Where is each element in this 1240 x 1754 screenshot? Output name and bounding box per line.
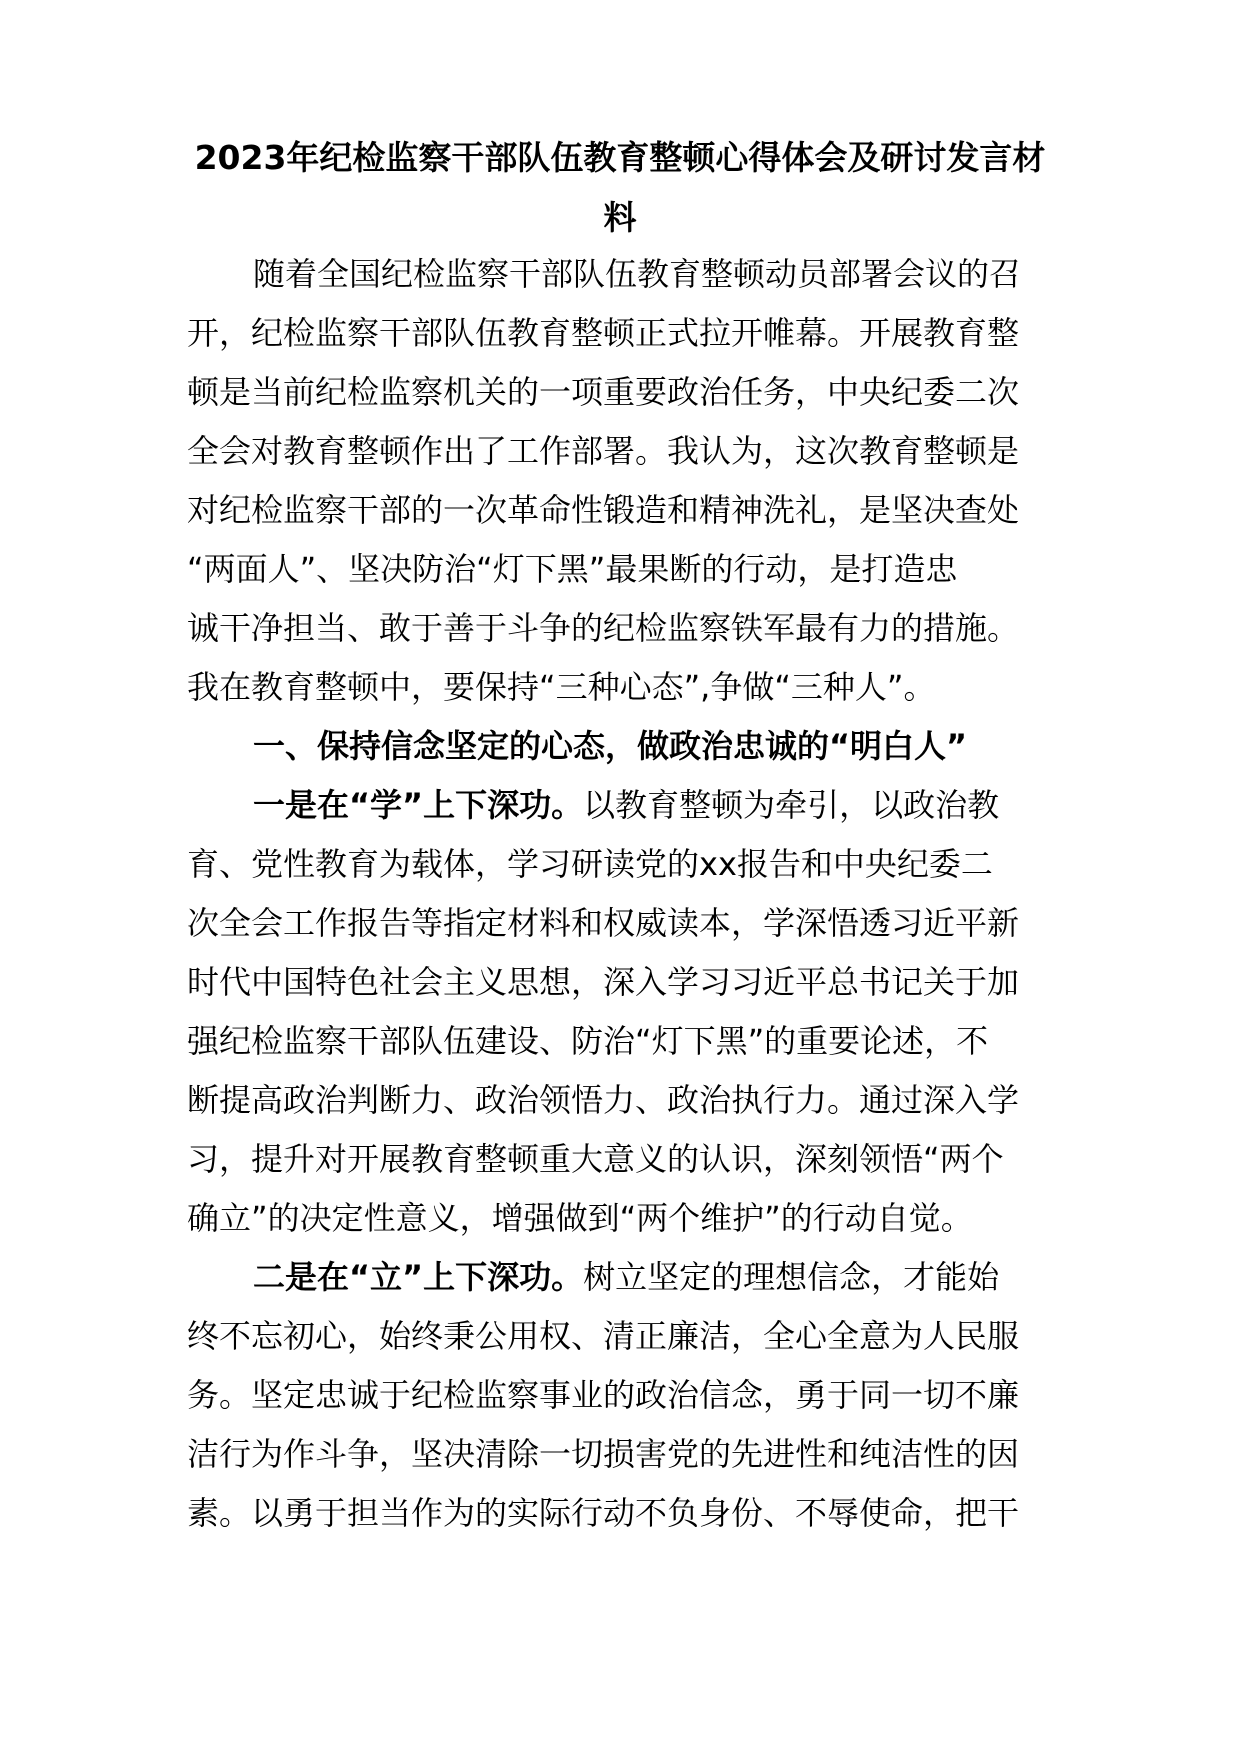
body-line: 育、党性教育为载体，学习研读党的xx报告和中央纪委二 [187,845,993,883]
body-line: 习，提升对开展教育整顿重大意义的认识，深刻领悟“两个 [187,1140,1004,1178]
intro-line: “两面人”、坚决防治“灯下黑”最果断的行动，是打造忠 [187,550,958,588]
point-lead: 一是在“学”上下深功。 [253,786,584,824]
document-title-line-2: 料 [603,198,637,237]
intro-line: 开，纪检监察干部队伍教育整顿正式拉开帷幕。开展教育整 [187,314,1020,352]
intro-line: 对纪检监察干部的一次革命性锻造和精神洗礼，是坚决查处 [187,491,1020,529]
body-line: 次全会工作报告等指定材料和权威读本，学深悟透习近平新 [187,904,1020,942]
body-line: 洁行为作斗争，坚决清除一切损害党的先进性和纯洁性的因 [187,1435,1020,1473]
intro-line: 全会对教育整顿作出了工作部署。我认为，这次教育整顿是 [187,432,1020,470]
body-line: 时代中国特色社会主义思想，深入学习习近平总书记关于加 [187,963,1020,1001]
body-line: 断提高政治判断力、政治领悟力、政治执行力。通过深入学 [187,1081,1020,1119]
point-lead: 二是在“立”上下深功。 [253,1258,584,1296]
body-line: 素。以勇于担当作为的实际行动不负身份、不辱使命，把干 [187,1494,1020,1532]
intro-line: 诚干净担当、敢于善于斗争的纪检监察铁军最有力的措施。 [187,609,1020,647]
intro-line: 顿是当前纪检监察机关的一项重要政治任务，中央纪委二次 [187,373,1020,411]
point-first-line [253,785,999,825]
point-text: 以教育整顿为牵引，以政治教 [583,786,1000,824]
body-line: 确立”的决定性意义，增强做到“两个维护”的行动自觉。 [187,1199,973,1237]
document-title-line-1: 2023年纪检监察干部队伍教育整顿心得体会及研讨发言材 [194,138,1046,177]
point-text: 树立坚定的理想信念，才能始 [583,1258,1000,1296]
section-heading: 一、保持信念坚定的心态，做政治忠诚的“明白人” [253,727,968,765]
intro-line: 随着全国纪检监察干部队伍教育整顿动员部署会议的召 [253,255,1022,293]
body-line: 强纪检监察干部队伍建设、防治“灯下黑”的重要论述，不 [187,1022,989,1060]
body-line: 终不忘初心，始终秉公用权、清正廉洁，全心全意为人民服 [187,1317,1020,1355]
body-line: 务。坚定忠诚于纪检监察事业的政治信念，勇于同一切不廉 [187,1376,1020,1414]
point-first-line [253,1257,999,1297]
intro-line: 我在教育整顿中，要保持“三种心态”,争做“三种人”。 [187,668,936,706]
